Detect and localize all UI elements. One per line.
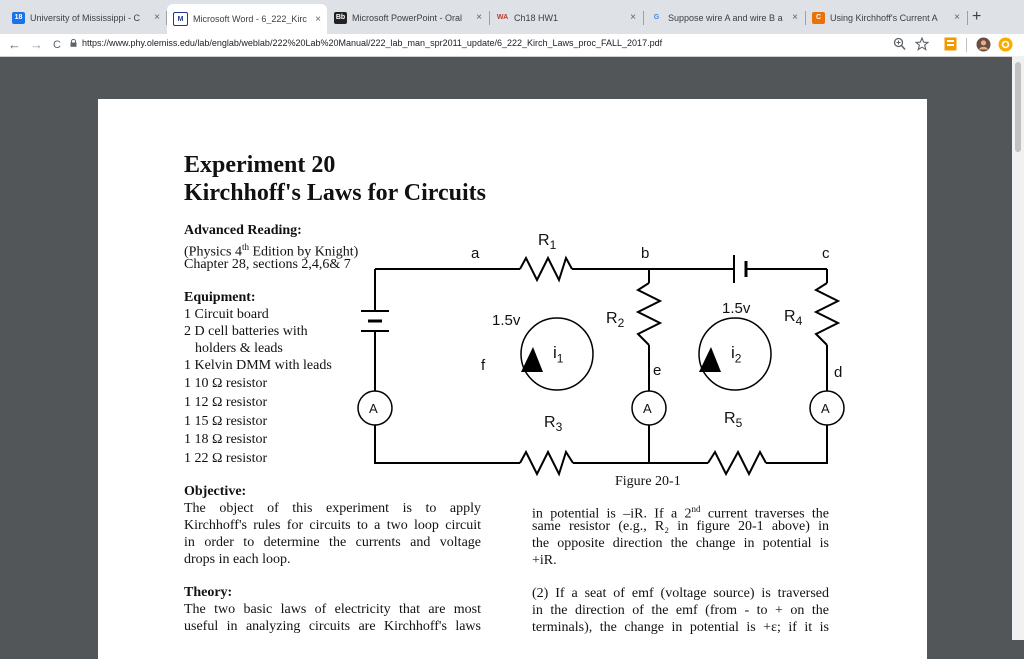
resistor-r4 (816, 283, 838, 345)
advanced-reading-chapter: Chapter 28, sections 2,4,6& 7 (184, 257, 351, 272)
tab-title: University of Mississippi - C (30, 12, 141, 23)
tab-separator (967, 11, 968, 25)
node-c-label: c (822, 245, 830, 262)
zoom-icon[interactable] (893, 37, 906, 51)
objective-text-line: drops in each loop. (184, 552, 291, 567)
ammeter-right-label: A (821, 401, 830, 416)
node-a-label: a (471, 245, 480, 262)
right-column-text-line: in the direction of the emf (from - to + on the (532, 603, 829, 618)
theory-text-line: The two basic laws of electricity that are most (184, 602, 481, 617)
page-title: Experiment 20 (184, 152, 336, 178)
back-button[interactable]: ← (8, 37, 21, 52)
objective-text-line: The object of this experiment is to apply (184, 501, 481, 516)
close-tab-icon[interactable]: × (476, 12, 482, 23)
page-subtitle: Kirchhoff's Laws for Circuits (184, 180, 487, 206)
battery-left (361, 311, 389, 331)
resistor-r2-label: $R_2$ (606, 310, 625, 331)
resistor-r1-label: $R_1$ (538, 232, 557, 253)
equipment-item: 1 Kelvin DMM with leads (184, 358, 332, 373)
right-column-text-line: terminals), the change in potential is +ε; if it is (532, 620, 829, 635)
tab-strip (0, 0, 1024, 34)
current-i2-label: $i_2$ (731, 343, 742, 366)
equipment-item: 1 15 Ω resistor (184, 414, 268, 429)
figure-caption: Figure 20-1 (615, 474, 681, 489)
tab-microsoft-word[interactable] (167, 4, 327, 34)
resistor-r3 (520, 452, 573, 474)
tab-title: Ch18 HW1 (514, 12, 559, 23)
right-column-text-line: the opposite direction the change in potential is (532, 536, 829, 551)
scrollbar-thumb[interactable] (1015, 62, 1021, 152)
close-tab-icon[interactable]: × (954, 12, 960, 23)
tab-favicon-icon: 18 (12, 12, 25, 24)
tab-title: Microsoft PowerPoint - Oral (352, 12, 463, 23)
equipment-item: 1 10 Ω resistor (184, 376, 268, 391)
equipment-item: holders & leads (195, 341, 283, 356)
update-icon[interactable] (998, 37, 1013, 52)
close-tab-icon[interactable]: × (630, 12, 636, 23)
profile-avatar-icon[interactable] (976, 37, 991, 52)
extension-icon[interactable] (944, 37, 957, 51)
node-b-label: b (641, 245, 650, 262)
close-tab-icon[interactable]: × (315, 13, 321, 25)
equipment-item: 1 Circuit board (184, 307, 269, 322)
node-d-label: d (834, 364, 843, 381)
resistor-r2 (638, 283, 660, 345)
right-column-text-line: in potential is –iR. If a 2nd current traverses the (532, 504, 830, 522)
tab-microsoft-powerpoint[interactable] (328, 5, 488, 30)
resistor-r4-label: $R_4$ (784, 308, 803, 329)
objective-text-line: in order to determine the currents and voltage (184, 535, 481, 550)
objective-heading: Objective: (184, 484, 247, 499)
ammeter-left-label: A (369, 401, 378, 416)
close-tab-icon[interactable]: × (154, 12, 160, 23)
resistor-r5-label: $R_5$ (724, 410, 743, 431)
viewer-scrollbar[interactable] (1012, 56, 1024, 640)
node-f-label: f (481, 357, 486, 374)
advanced-reading-line: (Physics 4th Edition by Knight) (184, 242, 359, 260)
ammeter-middle-label: A (643, 401, 652, 416)
battery-top-voltage: 1.5v (722, 300, 751, 317)
theory-text-line: useful in analyzing circuits are Kirchhoff's laws (184, 619, 481, 634)
toolbar-separator (966, 38, 967, 52)
current-arrow-i1 (521, 347, 543, 372)
right-column-text-line: same resistor (e.g., R₂ in figure 20-1 above) in (532, 519, 829, 534)
forward-button[interactable]: → (30, 37, 43, 52)
right-column-text-line: +iR. (532, 553, 557, 568)
right-column-text-line: (2) If a seat of emf (voltage source) is traversed (532, 586, 829, 601)
tab-title: Microsoft Word - 6_222_Kirc (193, 14, 307, 24)
circuit-wires (375, 269, 827, 463)
battery-left-voltage: 1.5v (492, 312, 521, 329)
current-arrow-i2 (699, 347, 721, 372)
lock-icon (70, 39, 77, 47)
theory-heading: Theory: (184, 585, 233, 600)
battery-top (734, 255, 746, 283)
tab-using-kirchhoffs[interactable] (806, 5, 966, 30)
equipment-item: 1 18 Ω resistor (184, 432, 268, 447)
current-i1-label: $i_1$ (553, 343, 564, 366)
circuit-diagram (98, 99, 927, 499)
reload-button[interactable]: C (53, 39, 61, 51)
tab-suppose-wire[interactable] (644, 5, 804, 30)
equipment-item: 1 22 Ω resistor (184, 451, 268, 466)
equipment-item: 1 12 Ω resistor (184, 395, 268, 410)
bookmark-star-icon[interactable] (915, 37, 929, 51)
resistor-r1 (520, 258, 572, 280)
new-tab-button[interactable]: + (972, 8, 982, 25)
resistor-r5 (708, 452, 766, 474)
tab-favicon-icon: M (173, 12, 188, 26)
tab-favicon-icon: WA (496, 14, 509, 21)
tab-favicon-icon: Bb (334, 12, 347, 24)
browser-toolbar (0, 34, 1024, 57)
equipment-heading: Equipment: (184, 290, 256, 305)
tab-university-of-mississippi[interactable] (6, 5, 166, 30)
tab-title: Suppose wire A and wire B a (668, 12, 783, 23)
tab-favicon-icon: C (812, 12, 825, 24)
tab-favicon-icon: G (653, 14, 660, 21)
advanced-reading-heading: Advanced Reading: (184, 223, 302, 238)
objective-text-line: Kirchhoff's rules for circuits to a two loop circuit (184, 518, 481, 533)
resistor-r3-label: $R_3$ (544, 414, 563, 435)
tab-ch18-hw1[interactable] (490, 5, 642, 30)
tab-title: Using Kirchhoff's Current A (830, 12, 938, 23)
close-tab-icon[interactable]: × (792, 12, 798, 23)
address-bar[interactable]: https://www.phy.olemiss.edu/lab/englab/weblab/222%20Lab%20Manual/222_lab_man_spr2011_update/6_222_Kirch_Laws_proc_FALL_2017.pdf (82, 38, 663, 48)
pdf-page (98, 99, 927, 659)
equipment-item: 2 D cell batteries with (184, 324, 308, 339)
node-e-label: e (653, 362, 662, 379)
